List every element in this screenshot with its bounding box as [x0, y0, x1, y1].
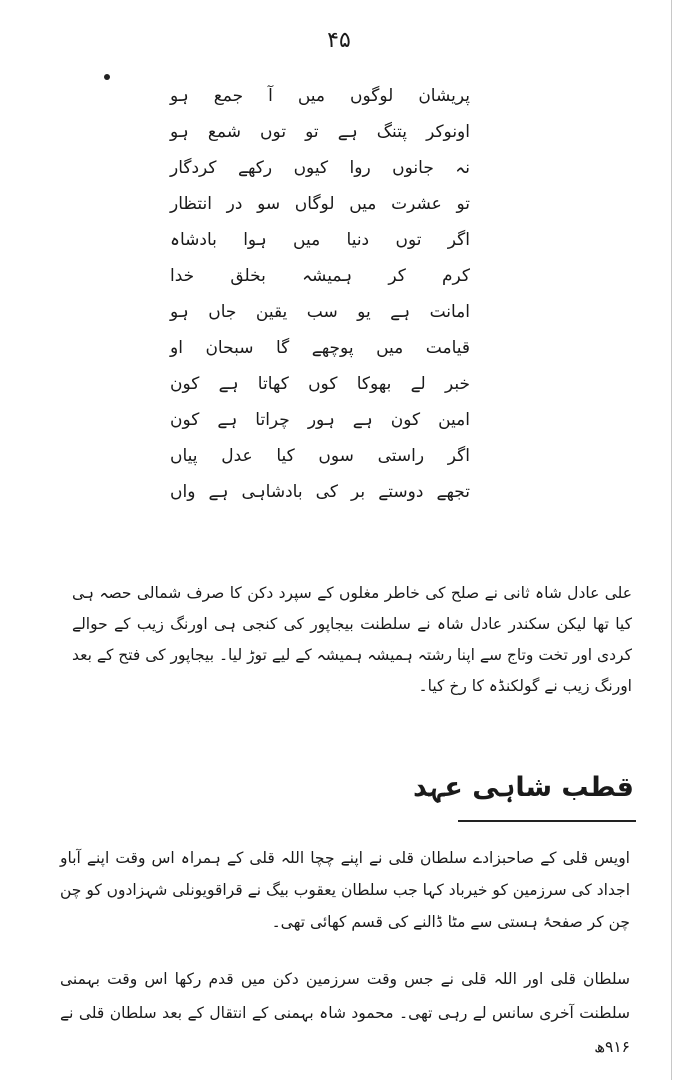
poem-line: تجھے دوستے بر کی بادشاہی ہے واں: [170, 482, 470, 502]
paragraph-sultan-quli: سلطان قلی اور اللہ قلی نے جس وقت سرزمین دکن میں قدم رکھا اس وقت بہمنی سلطنت آخری سانس لے رہی تھی۔ محمود شاہ بہمنی کے انتقال کے بعد سلطان قلی نے ۹۱۶ھ: [60, 970, 630, 1056]
poem-line: پریشان لوگوں میں آ جمع ہو: [170, 86, 470, 106]
poem-line: خبر لے بھوکا کوں کھاتا ہے کون: [170, 374, 470, 394]
poem-line: تو عشرت میں لوگاں سو در انتظار: [170, 194, 470, 214]
page-number: ۴۵: [327, 28, 351, 53]
heading-underline: [458, 820, 636, 822]
section-heading: قطب شاہی عہد: [412, 772, 634, 803]
paragraph-qutb-shahi-intro: اویس قلی کے صاحبزادے سلطان قلی نے اپنے چچا اللہ قلی کے ہمراہ اس وقت اپنے آباو اجداد کی سرزمین کو خیرباد کہا جب سلطان یعقوب بیگ نے قراقویونلی شہزادوں کو چن چن کر صفحۂ ہستی سے مٹا ڈالنے کی قسم کھائی تھی۔: [60, 849, 630, 931]
poem: [170, 78, 470, 510]
poem-line: نہ جانوں روا کیوں رکھے کردگار: [170, 158, 470, 178]
poem-line: کرم کر ہمیشہ بخلق خدا: [170, 266, 470, 286]
paragraph-adil-shahi: علی عادل شاہ ثانی نے صلح کی خاطر مغلوں کے سپرد دکن کا صرف شمالی حصہ ہی کیا تھا لیکن سکندر عادل شاہ نے سلطنت بیجاپور کی کنجی ہی اورنگ زیب کے حوالے کردی اور تخت وتاج سے اپنا رشتہ ہمیشہ ہمیشہ کے لیے توڑ لیا۔ بیجاپور کی فتح کے بعد اورنگ زیب نے گولکنڈہ کا رخ کیا۔: [72, 584, 632, 695]
poem-line: اگر راستی سوں کیا عدل پیاں: [170, 446, 470, 466]
poem-line: امانت ہے یو سب یقین جاں ہو: [170, 302, 470, 322]
poem-line: امین کون ہے ہور چراتا ہے کون: [170, 410, 470, 430]
poem-line: اگر توں دنیا میں ہوا بادشاہ: [170, 230, 470, 250]
page-edge: [671, 0, 672, 1080]
poem-line: قیامت میں پوچھے گا سبحان او: [170, 338, 470, 358]
poem-line: اونوکر پتنگ ہے تو توں شمع ہو: [170, 122, 470, 142]
ink-dot: [104, 74, 110, 80]
